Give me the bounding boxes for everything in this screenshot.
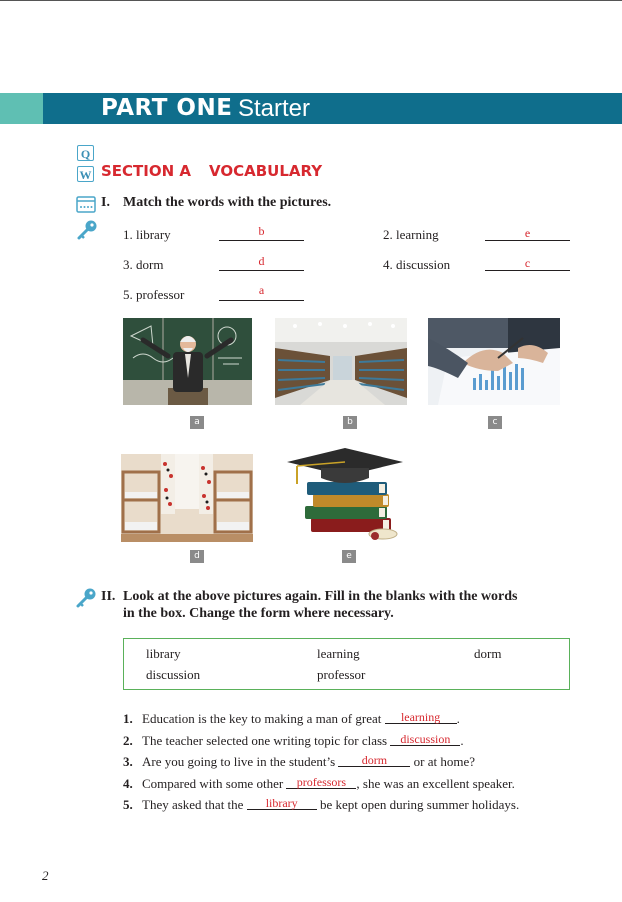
match-answer-1: b [258,224,265,238]
banner-part-label: PART ONE [101,95,233,121]
sentence-1-answer[interactable]: learning [385,711,457,724]
picture-library [275,318,407,405]
section-label: SECTION A [101,162,192,180]
sentence-1-before: Education is the key to making a man of great [142,711,385,726]
keyboard-icon [76,196,96,214]
match-answer-4: c [524,256,531,270]
picture-label-a: a [190,416,204,429]
w-icon: W [77,166,94,182]
sentence-3 [142,754,475,770]
picture-professor [123,318,252,405]
exercise2-instruction-line1: Look at the above pictures again. Fill in the blanks with the words [123,589,518,604]
key-icon-2 [75,587,97,609]
sentence-4-number: 4. [123,776,133,791]
sentence-5-after: be kept open during summer holidays. [316,797,520,812]
picture-discussion [428,318,560,405]
match-item-professor: 5. professor [123,287,185,302]
match-answer-2: e [524,226,531,240]
word-box-discussion: discussion [146,667,201,682]
match-item-learning: 2. learning [383,227,439,242]
match-answer-3: d [258,254,265,268]
sentence-2-after: . [460,733,464,748]
picture-label-e: e [342,550,356,563]
top-rule [0,0,622,1]
q-icon: Q [77,145,94,161]
sentence-3-number: 3. [123,754,133,769]
sentence-1-after: . [456,711,460,726]
match-blank-1[interactable] [219,240,304,241]
sentence-5-number: 5. [123,797,133,812]
sentence-5-before: They asked that the [142,797,247,812]
sentence-2-number: 2. [123,733,133,748]
banner-title: Starter [238,95,311,122]
exercise1-number: I. [101,195,110,210]
match-item-dorm: 3. dorm [123,257,164,272]
section-title: VOCABULARY [209,162,323,180]
sentence-2 [142,733,464,749]
page-number: 2 [42,868,49,883]
sentence-3-after: or at home? [410,754,476,769]
sentence-5-answer[interactable]: library [247,797,317,810]
picture-label-d: d [190,550,204,563]
picture-label-c: c [488,416,502,429]
sentence-4-before: Compared with some other [142,776,287,791]
word-box-learning: learning [317,646,360,661]
key-icon [76,219,98,241]
sentence-4-after: , she was an excellent speaker. [356,776,515,791]
word-box-professor: professor [317,667,366,682]
sentence-3-answer[interactable]: dorm [338,754,410,767]
match-item-library: 1. library [123,227,171,242]
sentence-1-number: 1. [123,711,133,726]
exercise2-instruction-line2: in the box. Change the form where necessary. [123,606,394,621]
sentence-3-before: Are you going to live in the student’s [142,754,339,769]
banner-accent [0,93,43,124]
section-heading [101,162,322,180]
match-blank-3[interactable] [219,270,304,271]
picture-dorm [121,454,253,542]
sentence-2-before: The teacher selected one writing topic for class [142,733,391,748]
match-answer-5: a [258,283,265,297]
match-blank-5[interactable] [219,300,304,301]
word-box-dorm: dorm [474,646,502,661]
picture-label-b: b [343,416,357,429]
word-box-library: library [146,646,181,661]
sentence-5 [142,797,519,813]
sentence-2-answer[interactable]: discussion [390,733,460,746]
match-item-discussion: 4. discussion [383,257,451,272]
exercise2-number: II. [101,589,116,604]
sentence-4 [142,776,515,792]
picture-learning [283,444,411,544]
sentence-1 [142,711,460,727]
exercise1-instruction: Match the words with the pictures. [123,195,332,210]
sentence-4-answer[interactable]: professors [286,776,356,789]
